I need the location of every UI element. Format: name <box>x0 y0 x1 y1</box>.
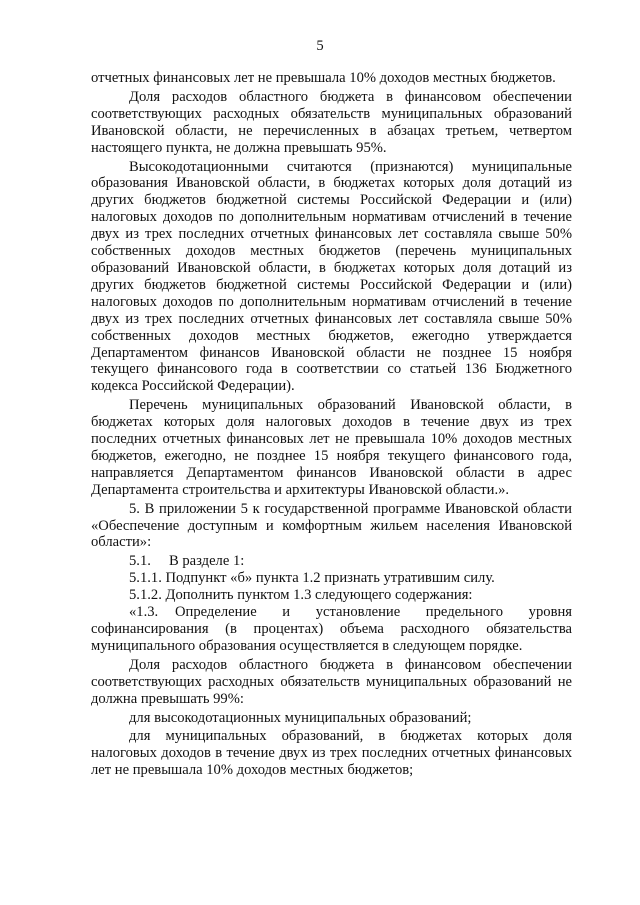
item-5-1-number: 5.1. <box>129 553 151 570</box>
paragraph-continuation: отчетных финансовых лет не превышала 10% доходов местных бюджетов. <box>91 70 556 86</box>
paragraph-high-subsidy-definition: Высокодотационными считаются (признаются) муниципальные образования Ивановской области, в бюджетах которых доля дотаций из других бюджетов бюджетной системы Российской Федерации и (или) налоговых доходов по дополнительным нормативам отчислений в течение двух из трех последних отчетных финансовых лет составляла свыше 50% собственных доходов местных бюджетов (перечень муниципальных образований Ивановской области, в бюджетах которых доля дотаций из других бюджетов бюджетной системы Российской Федерации и (или) налоговых доходов по дополнительным нормативам отчислений в течение двух из трех последних отчетных финансовых лет составляла свыше 50% собственных доходов местных бюджетов, ежегодно утверждается Департаментом финансов Ивановской области не позднее 15 ноября текущего финансового года в соответствии со статьей 136 Бюджетного кодекса Российской Федерации). <box>91 158 572 395</box>
item-1-3-number: «1.3. <box>129 604 159 621</box>
item-1-3-text: Определение и установление предельного уровня софинансирования (в процентах) объема расходного обязательства муниципального образования осуществляется в следующем порядке. <box>91 604 572 654</box>
item-5-1-text: В разделе 1: <box>169 553 245 570</box>
paragraph-tax-income-list: Перечень муниципальных образований Ивановской области, в бюджетах которых доля налоговых доходов в течение двух из трех последних отчетных финансовых лет не превышала 10% доходов местных бюджетов, ежегодно, не позднее 15 ноября текущего финансового года, направляется Департаментом финансов Ивановской области в адрес Департамента строительства и архитектуры Ивановской области.». <box>91 397 572 498</box>
paragraph-share-95: Доля расходов областного бюджета в финансовом обеспечении соответствующих расходных обязательств муниципальных образований Ивановской области, не перечисленных в абзацах третьем, четвертом настоящего пункта, не должна превышать 95%. <box>91 88 572 156</box>
item-5-1 <box>91 553 572 570</box>
paragraph-share-99: Доля расходов областного бюджета в финансовом обеспечении соответствующих расходных обязательств муниципальных образований не должна превышать 99%: <box>91 656 572 707</box>
paragraph-appendix-5: 5. В приложении 5 к государственной программе Ивановской области «Обеспечение доступным и комфортным жильем населения Ивановской области»: <box>91 500 572 551</box>
document-body <box>91 70 572 779</box>
list-item-low-tax-income: для муниципальных образований, в бюджетах которых доля налоговых доходов в течение двух из трех последних отчетных финансовых лет не превышала 10% доходов местных бюджетов; <box>91 728 572 779</box>
item-5-1-1: 5.1.1. Подпункт «б» пункта 1.2 признать утратившим силу. <box>129 570 495 587</box>
item-1-3 <box>91 604 572 655</box>
list-item-high-subsidy: для высокодотационных муниципальных образований; <box>129 709 472 726</box>
item-5-1-2: 5.1.2. Дополнить пунктом 1.3 следующего содержания: <box>129 587 473 604</box>
page-number: 5 <box>316 38 324 54</box>
